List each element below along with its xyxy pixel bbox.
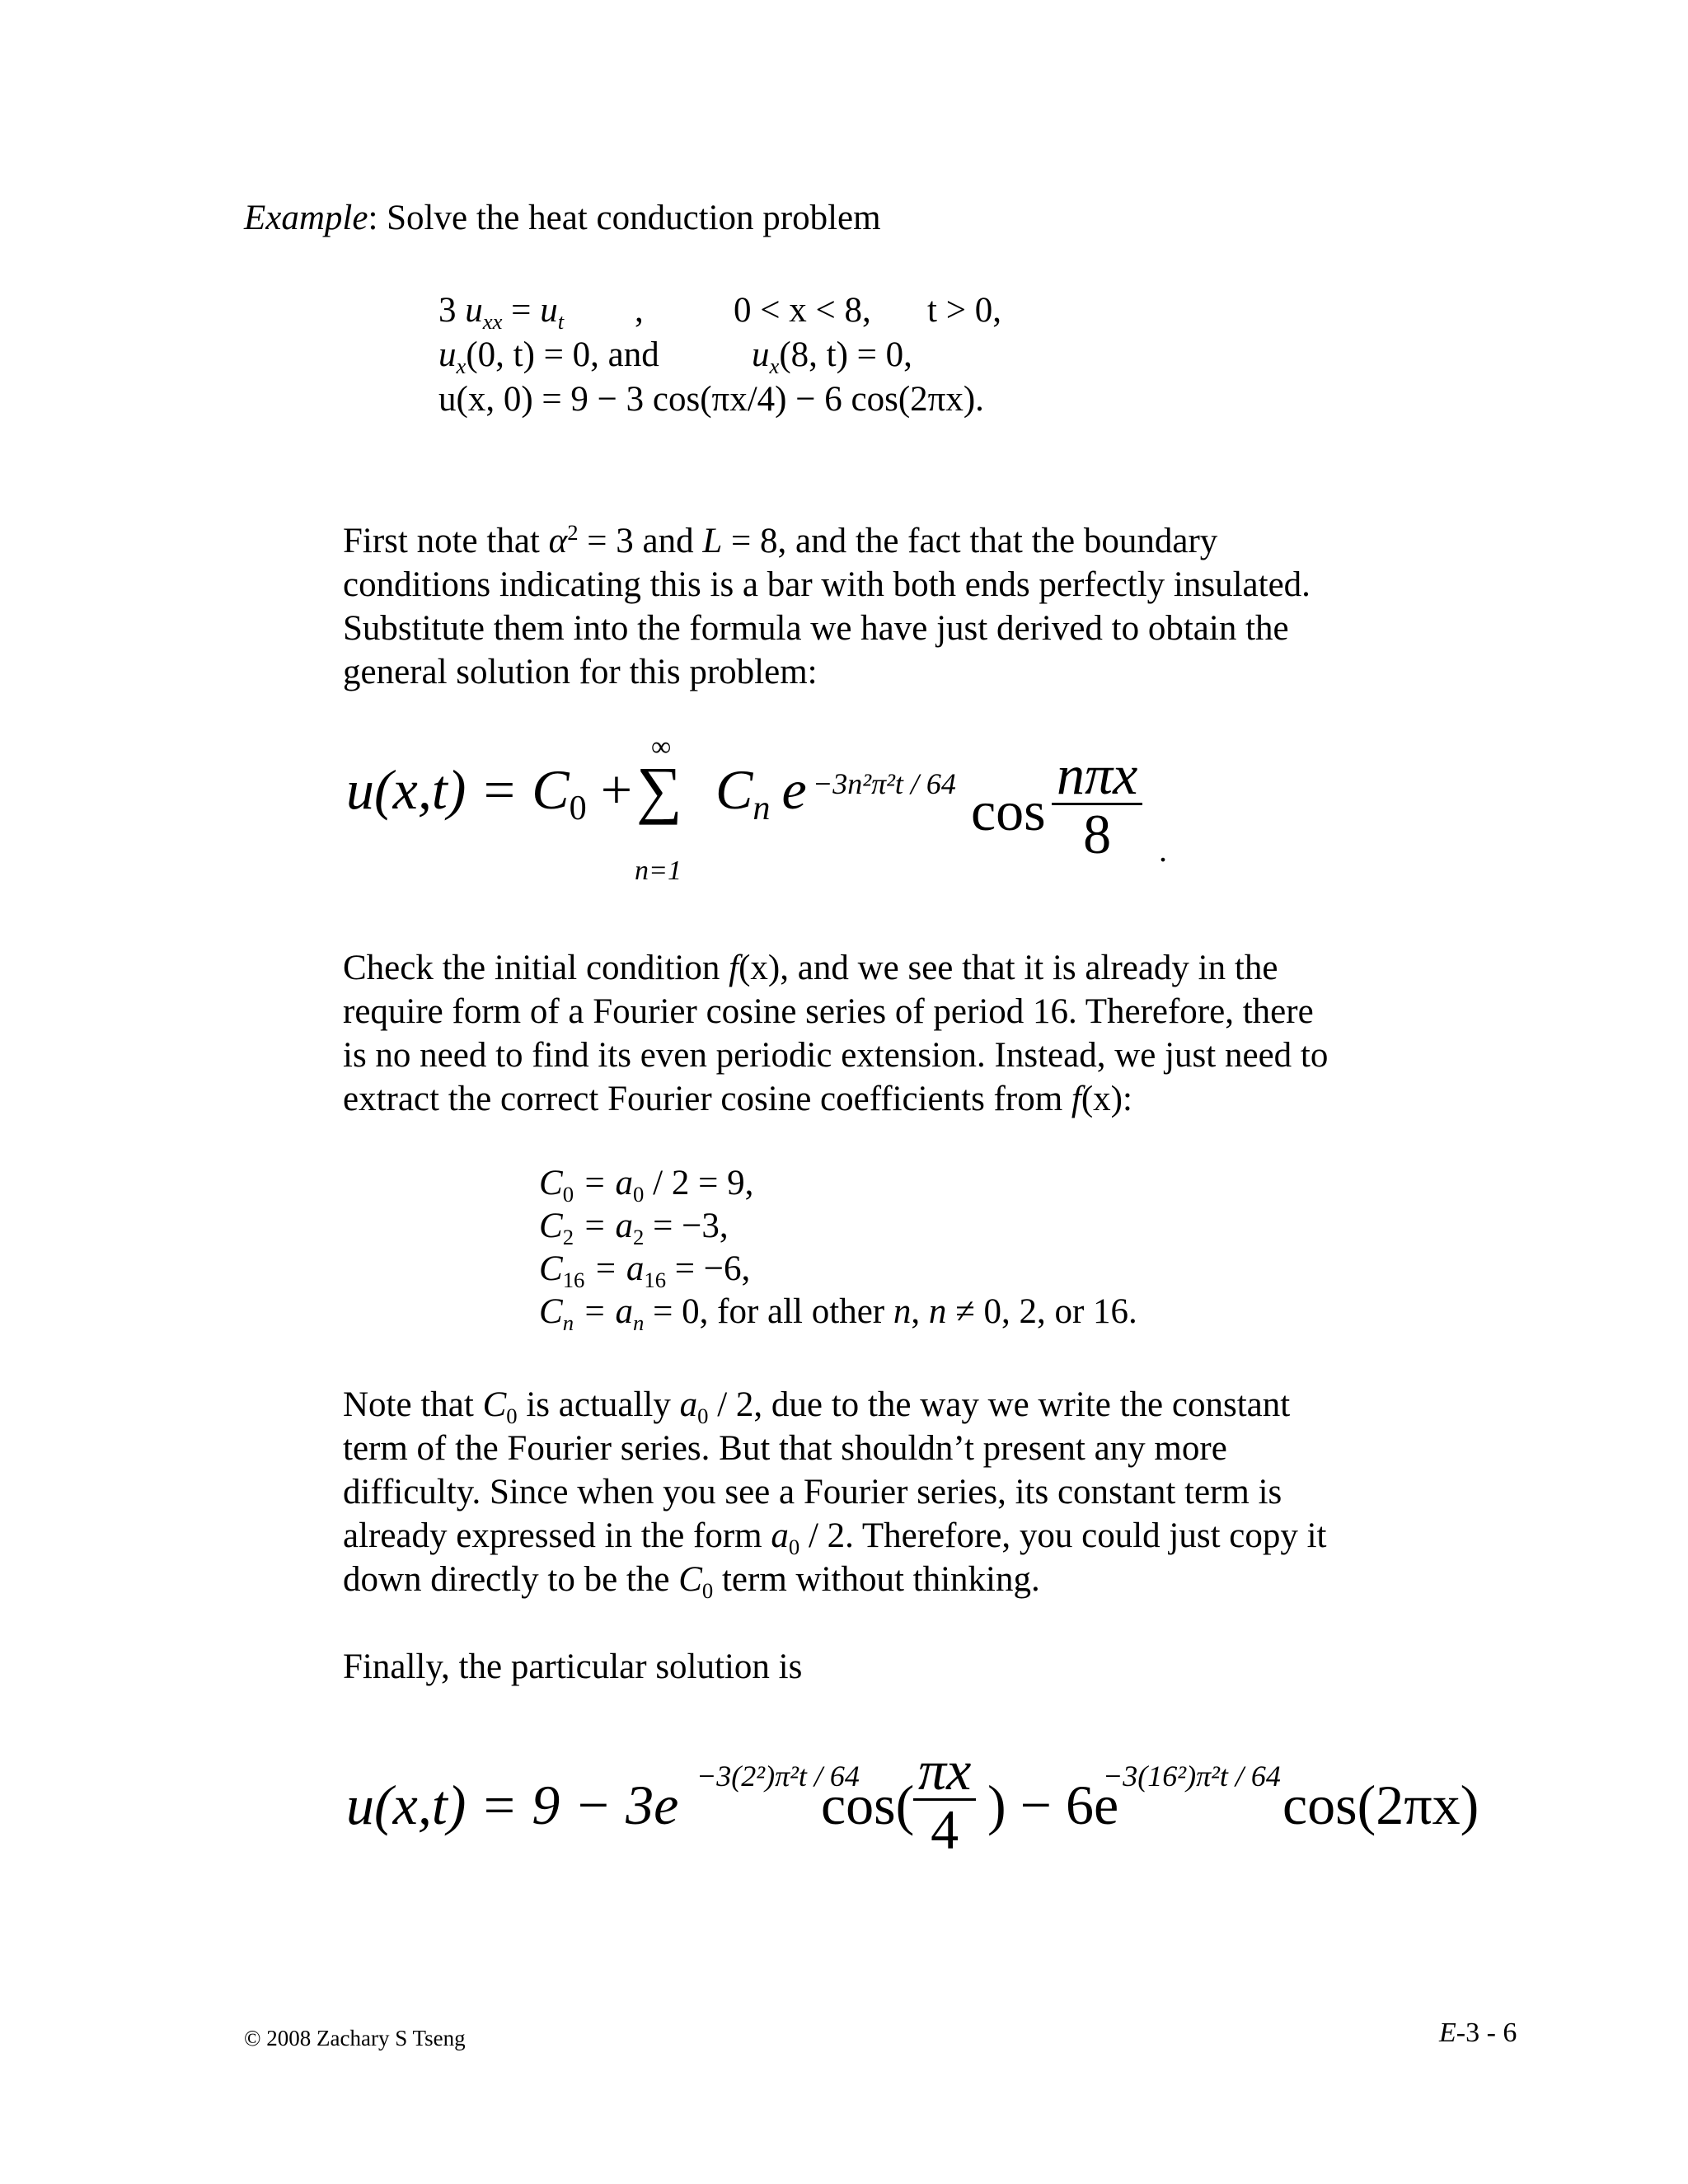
gs-cn-text: C <box>715 758 753 821</box>
c0-mid: = a <box>574 1164 634 1202</box>
c0-asub: 0 <box>633 1181 645 1207</box>
c2-C: C <box>539 1207 563 1245</box>
gs-sigma: ∑ <box>636 753 682 825</box>
page-number <box>1439 2018 1517 2049</box>
example-label: Example <box>244 199 368 237</box>
c2-rest: = −3, <box>644 1207 729 1245</box>
p3-post: / 2, due to the way we write the constant <box>708 1385 1291 1424</box>
c2-mid: = a <box>574 1207 634 1245</box>
coef-c16 <box>539 1248 1137 1291</box>
cn-C: C <box>539 1292 563 1331</box>
p2-line3: is no need to find its even periodic extension. Instead, we just need to <box>343 1036 1329 1075</box>
p3-C-sub: 0 <box>506 1403 518 1428</box>
p2-line1 <box>343 946 1414 990</box>
c0-C: C <box>539 1164 563 1202</box>
bc-right <box>752 333 912 377</box>
length-symbol: L <box>702 522 723 560</box>
p1-line4: general solution for this problem: <box>343 653 818 691</box>
gs-lhs-text: u(x,t) = C <box>346 758 570 821</box>
p3-line1 <box>343 1383 1414 1427</box>
cn-mid: = a <box>574 1292 634 1331</box>
p3-line3: difficulty. Since when you see a Fourier series, its constant term is <box>343 1473 1282 1511</box>
p3-l5-pre: down directly to be the <box>343 1560 679 1599</box>
bc-u2: u <box>752 335 770 374</box>
pde-comma: , <box>635 291 644 330</box>
p1-pre: First note that <box>343 522 549 560</box>
gs-e: e <box>781 758 807 821</box>
cn-tail: ≠ 0, 2, or 16. <box>946 1292 1137 1331</box>
gs-cos: cos <box>971 780 1046 842</box>
p3-l4-sub: 0 <box>788 1534 800 1559</box>
example-intro: : Solve the heat conduction problem <box>368 199 881 237</box>
p3-l4-a: a <box>771 1516 789 1555</box>
c0-rest: / 2 = 9, <box>644 1164 754 1202</box>
gs-lhs <box>346 757 633 828</box>
c2-sub: 2 <box>562 1224 574 1249</box>
p1-end: = 8, and the fact that the boundary <box>722 522 1218 560</box>
f-symbol-2: f <box>1071 1080 1081 1118</box>
p3-l4-pre: already expressed in the form <box>343 1516 771 1555</box>
c16-C: C <box>539 1249 563 1288</box>
ps-cos2: cos(2πx) <box>1282 1774 1479 1836</box>
ps-frac-num: πx <box>913 1742 976 1801</box>
cn-rest: = 0, for all other <box>644 1292 893 1331</box>
gs-sum-lower: n=1 <box>635 855 682 886</box>
p3-l5-sub: 0 <box>701 1577 714 1603</box>
gs-cn <box>715 757 807 828</box>
c16-asub: 16 <box>644 1267 667 1292</box>
paragraph-4 <box>343 1645 1414 1689</box>
p1-post: = 3 and <box>578 522 703 560</box>
gs-frac-den: 8 <box>1083 803 1112 865</box>
cn-asub: n <box>633 1310 645 1335</box>
p3-line2: term of the Fourier series. But that shouldn’t present any more <box>343 1429 1227 1468</box>
p3-line4 <box>343 1514 1414 1558</box>
gs-plus: + <box>586 758 633 821</box>
p1-line1 <box>343 519 1414 563</box>
p3-a: a <box>679 1385 698 1424</box>
gs-c0-sub: 0 <box>569 789 587 828</box>
pde-coef: 3 <box>438 291 466 330</box>
p2-line4 <box>343 1077 1414 1121</box>
coefficient-list <box>539 1162 1137 1333</box>
paragraph-1 <box>343 519 1414 694</box>
p3-C: C <box>482 1385 507 1424</box>
p2-line2: require form of a Fourier cosine series of period 16. Therefore, there <box>343 992 1314 1031</box>
p2-l4-post: (x): <box>1081 1080 1132 1118</box>
coef-c0 <box>539 1162 1137 1205</box>
ps-frac-den: 4 <box>931 1798 959 1861</box>
p3-l4-post: / 2. Therefore, you could just copy it <box>799 1516 1327 1555</box>
gs-frac-num: nπx <box>1052 747 1142 805</box>
coef-c2 <box>539 1205 1137 1248</box>
p3-a-sub: 0 <box>697 1403 709 1428</box>
cn-comma: , <box>911 1292 929 1331</box>
f-symbol: f <box>729 949 739 987</box>
alpha-symbol: α <box>548 522 568 560</box>
ps-lhs: u(x,t) = 9 − 3e <box>346 1774 679 1836</box>
example-heading <box>244 196 881 240</box>
pde-u-t: u <box>540 291 558 330</box>
coef-cn <box>539 1291 1137 1333</box>
gs-period: . <box>1159 832 1167 869</box>
gs-exponent: −3n²π²t / 64 <box>813 767 956 800</box>
page-number-rest: -3 - 6 <box>1456 2018 1517 2048</box>
paragraph-3 <box>343 1383 1414 1601</box>
p2-post: (x), and we see that it is already in the <box>738 949 1278 987</box>
cn-n1: n <box>893 1292 912 1331</box>
c0-sub: 0 <box>562 1181 574 1207</box>
gs-sum-upper: ∞ <box>651 732 672 762</box>
ps-cos1: cos( <box>821 1774 915 1836</box>
p2-pre: Check the initial condition <box>343 949 729 987</box>
bc-line <box>438 333 659 377</box>
bc-sub2: x <box>769 353 780 378</box>
c16-rest: = −6, <box>666 1249 751 1288</box>
ps-exp1: −3(2²)π²t / 64 <box>696 1760 860 1793</box>
footer-copyright: © 2008 Zachary S Tseng <box>244 2026 466 2050</box>
c16-sub: 16 <box>562 1267 585 1292</box>
c16-mid: = a <box>584 1249 645 1288</box>
ps-fraction <box>913 1739 976 1861</box>
alpha-exponent: 2 <box>567 520 579 546</box>
p3-pre: Note that <box>343 1385 483 1424</box>
paragraph-2 <box>343 946 1414 1121</box>
gs-cn-sub: n <box>753 789 771 828</box>
p1-line3: Substitute them into the formula we have just derived to obtain the <box>343 609 1289 648</box>
ps-exp2: −3(16²)π²t / 64 <box>1103 1760 1281 1793</box>
bc-sub: x <box>456 353 467 378</box>
initial-condition: u(x, 0) = 9 − 3 cos(πx/4) − 6 cos(2πx). <box>438 380 984 419</box>
pde-domain: 0 < x < 8, <box>734 291 871 330</box>
cn-sub: n <box>562 1310 574 1335</box>
pde-sub-xx: xx <box>482 308 503 334</box>
pde-u-xx: u <box>465 291 483 330</box>
p3-l5-C: C <box>678 1560 702 1599</box>
bc-right-text: (8, t) = 0, <box>779 335 912 374</box>
gs-fraction <box>1052 743 1142 865</box>
pde-sub-t: t <box>557 308 565 334</box>
pde-time: t > 0, <box>927 291 1001 330</box>
p3-l5-post: term without thinking. <box>713 1560 1040 1599</box>
p2-l4-pre: extract the correct Fourier cosine coefficients from <box>343 1080 1071 1118</box>
bc-left: (0, t) = 0, and <box>466 335 659 374</box>
p4-line1: Finally, the particular solution is <box>343 1647 803 1686</box>
bc-u: u <box>438 335 457 374</box>
cn-n2: n <box>928 1292 947 1331</box>
c2-asub: 2 <box>633 1224 645 1249</box>
p3-line5 <box>343 1558 1414 1601</box>
pde-equals: = <box>502 291 541 330</box>
p1-line2: conditions indicating this is a bar with both ends perfectly insulated. <box>343 565 1311 604</box>
p3-mid: is actually <box>517 1385 680 1424</box>
ps-mid: ) − 6e <box>987 1774 1119 1836</box>
pde-line <box>438 288 564 332</box>
page-number-prefix: E <box>1439 2018 1456 2048</box>
